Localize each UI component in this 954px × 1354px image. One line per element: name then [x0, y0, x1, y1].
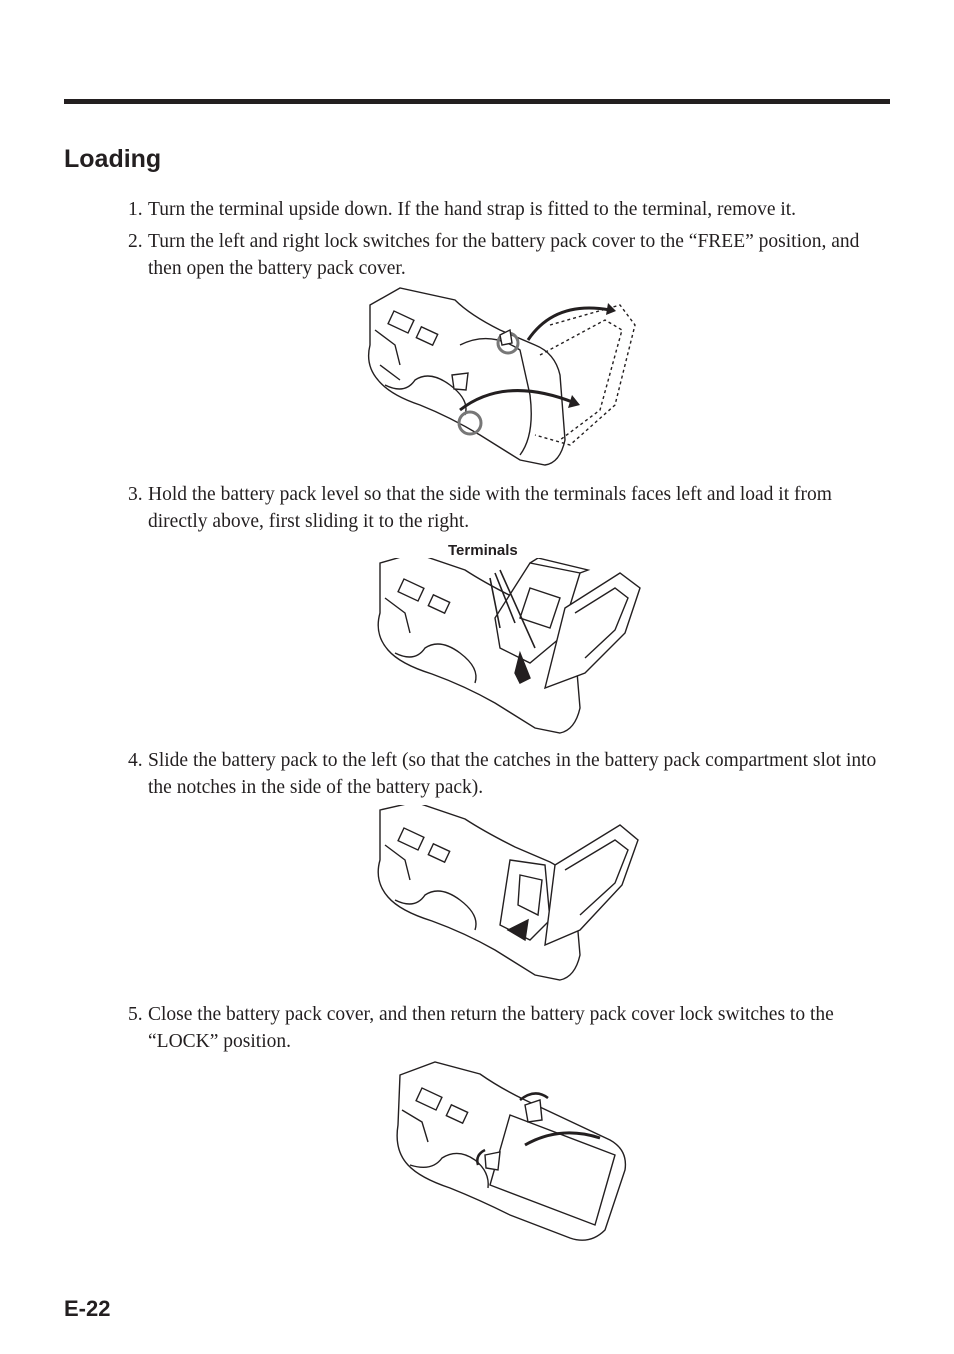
top-rule: [64, 99, 890, 104]
figure-close-cover: [390, 1060, 640, 1245]
step-number: 2.: [128, 231, 143, 252]
step-3: [128, 481, 888, 535]
figure-load-battery: [370, 558, 650, 738]
page-number: E-22: [64, 1296, 111, 1321]
figure-slide-battery: [370, 805, 650, 985]
step-number: 3.: [128, 484, 143, 505]
step-number: 1.: [128, 199, 143, 220]
step-2: [128, 228, 888, 282]
step-text: Hold the battery pack level so that the side with the terminals faces left and load it from directly above, first sliding it to the right.: [148, 484, 832, 532]
section-heading: Loading: [64, 145, 162, 173]
step-1: [128, 196, 888, 223]
figure-open-cover: [360, 285, 640, 470]
step-number: 5.: [128, 1004, 143, 1025]
step-text: Close the battery pack cover, and then return the battery pack cover lock switches to the “LOCK” position.: [148, 1004, 834, 1052]
step-text: Turn the terminal upside down. If the hand strap is fitted to the terminal, remove it.: [148, 199, 797, 220]
step-5: [128, 1001, 888, 1055]
step-text: Slide the battery pack to the left (so that the catches in the battery pack compartment slot into the notches in the side of the battery pack).: [148, 750, 877, 798]
step-text: Turn the left and right lock switches for the battery pack cover to the “FREE” position, and then open the battery pack cover.: [148, 231, 860, 279]
terminals-label: Terminals: [448, 542, 518, 559]
step-number: 4.: [128, 750, 143, 771]
step-4: [128, 747, 888, 801]
